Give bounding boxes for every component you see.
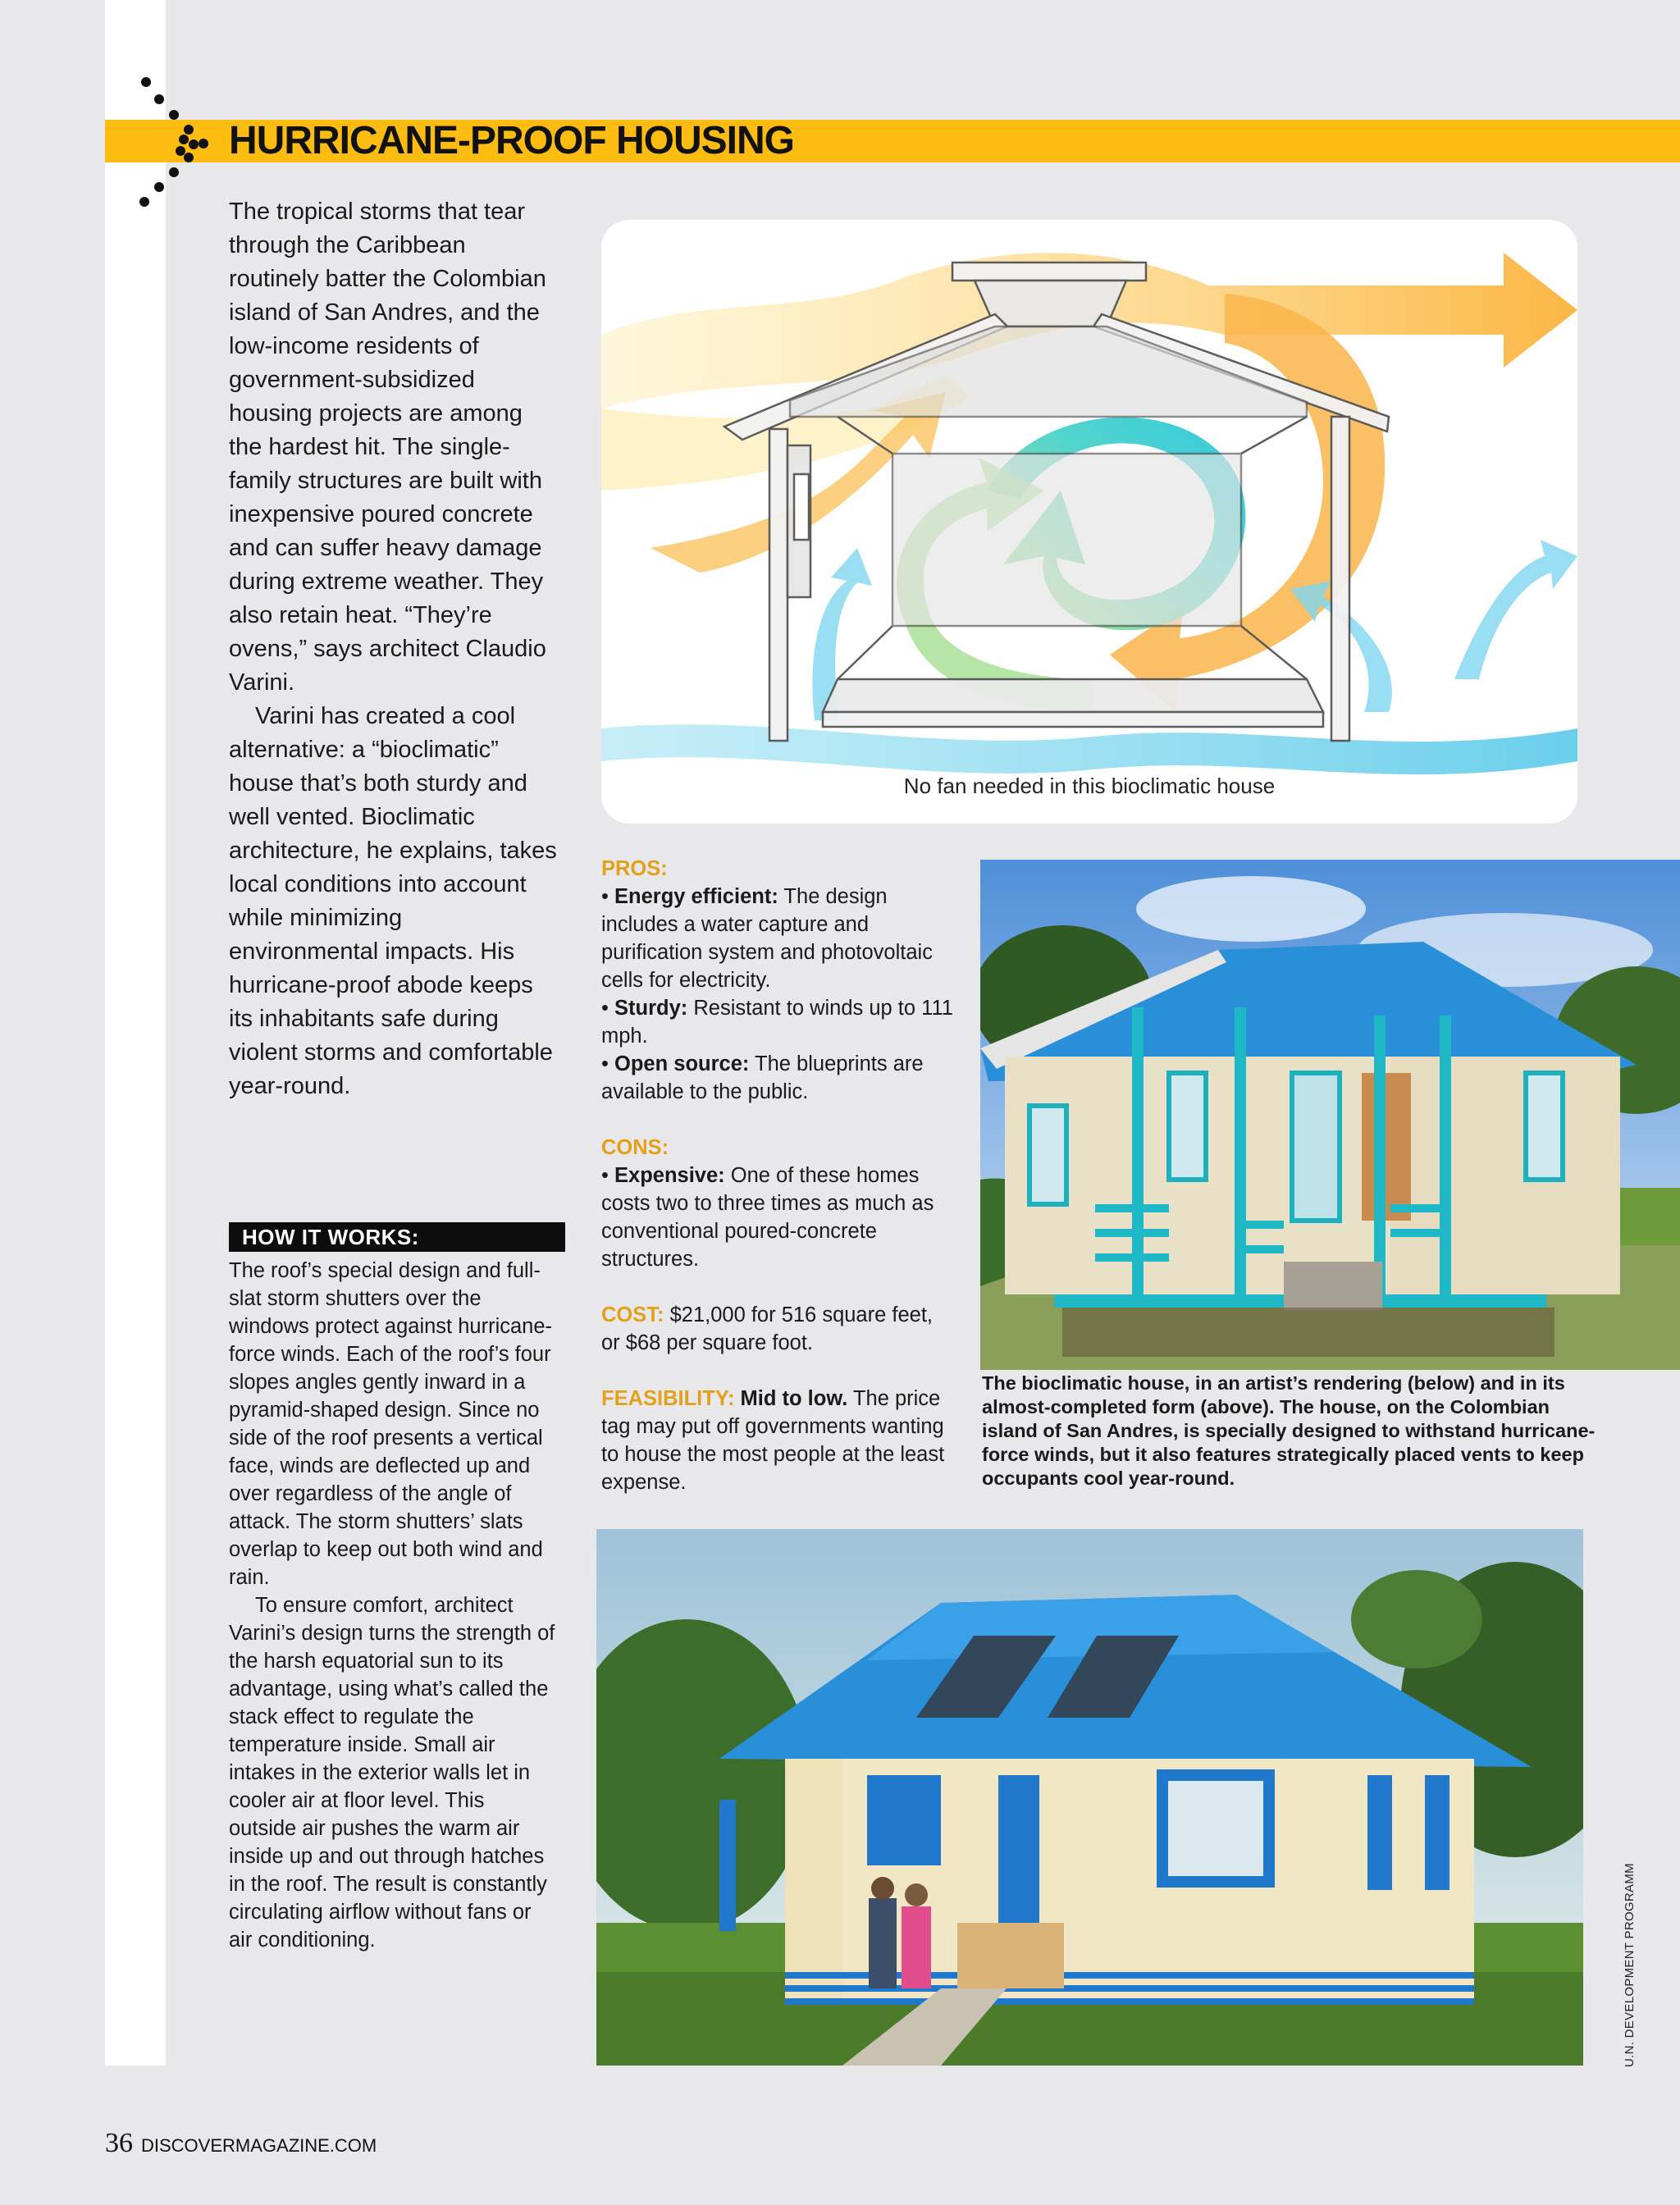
page-title: HURRICANE-PROOF HOUSING	[229, 119, 795, 162]
how-it-works-text	[229, 1257, 557, 1954]
intro-paragraph-2: Varini has created a cool alternative: a “bioclimatic” house that’s both sturdy and well vented. Bioclimatic architecture, he explains, takes local conditions into account while minimizing environmental impacts. His hurricane-proof abode keeps its inhabitants safe during violent storms and comfortable year-round.	[229, 703, 557, 1099]
photo-caption: The bioclimatic house, in an artist’s rendering (below) and in its almost-completed form (above). The house, on the Colombian island of San Andres, is specially designed to withstand hurricane-force winds, but it also features strategically placed vents to keep occupants cool year-round.	[982, 1372, 1596, 1489]
airflow-illustration	[601, 220, 1577, 824]
how-it-works-paragraph-2: To ensure comfort, architect Varini’s design turns the strength of the harsh equatorial sun to its advantage, using what’s called the stack effect to regulate the temperature inside. Small air intakes in the exterior walls let in cooler air at floor level. This outside air pushes the warm air inside up and out through hatches in the roof. The result is constantly circulating airflow without fans or air conditioning.	[229, 1594, 555, 1952]
pros-item: • Energy efficient: The design includes a water capture and purification system and photovoltaic cells for electricity.	[601, 885, 933, 992]
house-photo	[980, 860, 1680, 1370]
photo-credit: U.N. DEVELOPMENT PROGRAMM	[1623, 1863, 1637, 2067]
intro-text	[229, 195, 557, 1103]
pros-item: • Open source: The blueprints are available to the public.	[601, 1052, 924, 1103]
diagram-caption: No fan needed in this bioclimatic house	[903, 774, 1276, 798]
how-it-works-label: HOW IT WORKS:	[229, 1222, 565, 1252]
feasibility-line: FEASIBILITY: Mid to low. The price tag may put off governments wanting to house the most people at the least expense.	[601, 1387, 945, 1494]
intro-paragraph-1: The tropical storms that tear through the Caribbean routinely batter the Colombian island of San Andres, and the low-income residents of government-subsidized housing projects are among the hardest hit. The single-family structures are built with inexpensive poured concrete and can suffer heavy damage during extreme weather. They also retain heat. “They’re ovens,” says architect Claudio Varini.	[229, 199, 546, 696]
pros-item: • Sturdy: Resistant to winds up to 111 mph.	[601, 997, 953, 1048]
page-margin-strip	[105, 0, 166, 2066]
how-it-works-paragraph-1: The roof’s special design and full-slat storm shutters over the windows protect against hurricane-force winds. Each of the roof’s four slopes angles gently inward in a pyramid-shaped design. Since no side of the roof presents a vertical face, winds are deflected up and over regardless of the angle of attack. The storm shutters’ slats overlap to keep out both wind and rain.	[229, 1259, 553, 1589]
page-number: 36	[105, 2128, 133, 2158]
site-name: DISCOVERMAGAZINE.COM	[141, 2135, 377, 2156]
page-footer	[105, 2128, 377, 2159]
pros-cons-column	[601, 855, 954, 1496]
dots-ornament	[131, 72, 221, 212]
cons-heading: CONS:	[601, 1136, 669, 1159]
pros-heading: PROS:	[601, 857, 668, 880]
cons-item: • Expensive: One of these homes costs two to three times as much as conventional poured-concrete structures.	[601, 1164, 934, 1271]
airflow-diagram	[601, 220, 1577, 824]
house-rendering	[596, 1529, 1583, 2066]
cost-line: COST: $21,000 for 516 square feet, or $68 per square foot.	[601, 1303, 933, 1354]
